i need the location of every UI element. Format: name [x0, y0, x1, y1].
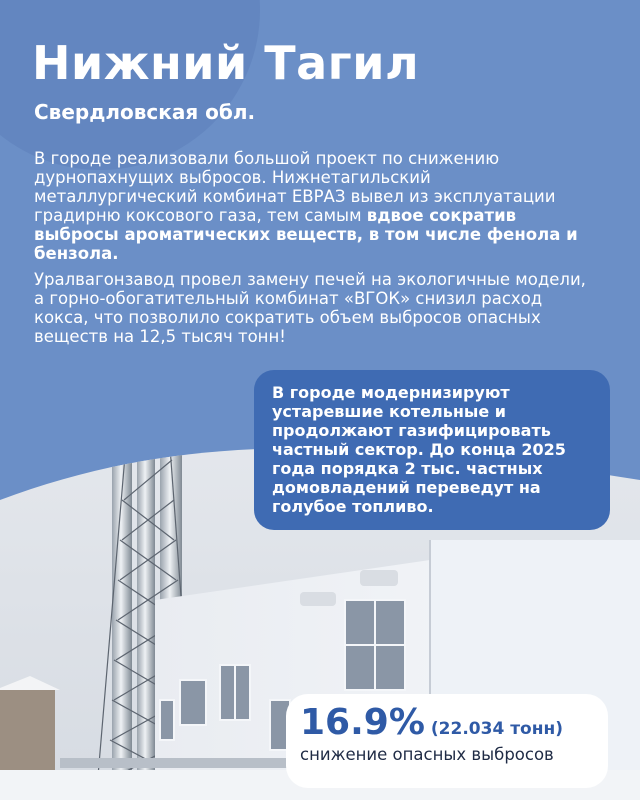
paragraph-1-text: В городе реализовали большой проект по снижению дурнопахнущих выбросов. Нижнетагильский металлургический комбинат ЕВРАЗ вывел из эксплуатации градирню коксового газа, тем самым [34, 149, 556, 225]
paragraph-2: Уралвагонзавод провел замену печей на экологичные модели, а горно-обогатительный комбинат «ВГОК» снизил расход кокса, что позволило сократить объем выбросов опасных веществ на 12,5 тысяч тонн! [34, 270, 586, 346]
stat-value: 16.9% [300, 702, 425, 743]
paragraph-1 [34, 149, 594, 263]
stat-line [300, 702, 594, 743]
stat-detail: (22.034 тонн) [430, 719, 563, 739]
page-title: Нижний Тагил [32, 36, 420, 90]
info-callout-text: В городе модернизируют устаревшие котельные и продолжают газифицировать частный сектор. До конца 2025 года порядка 2 тыс. частных домовладений переведут на голубое топливо. [272, 383, 566, 516]
stat-card [286, 694, 608, 788]
stat-label: снижение опасных выбросов [300, 745, 554, 764]
paragraph-1-highlight: вдвое сократив выбросы ароматических веществ, в том числе фенола и бензола. [34, 206, 578, 263]
info-callout [254, 370, 610, 530]
region-subtitle: Свердловская обл. [34, 100, 256, 124]
